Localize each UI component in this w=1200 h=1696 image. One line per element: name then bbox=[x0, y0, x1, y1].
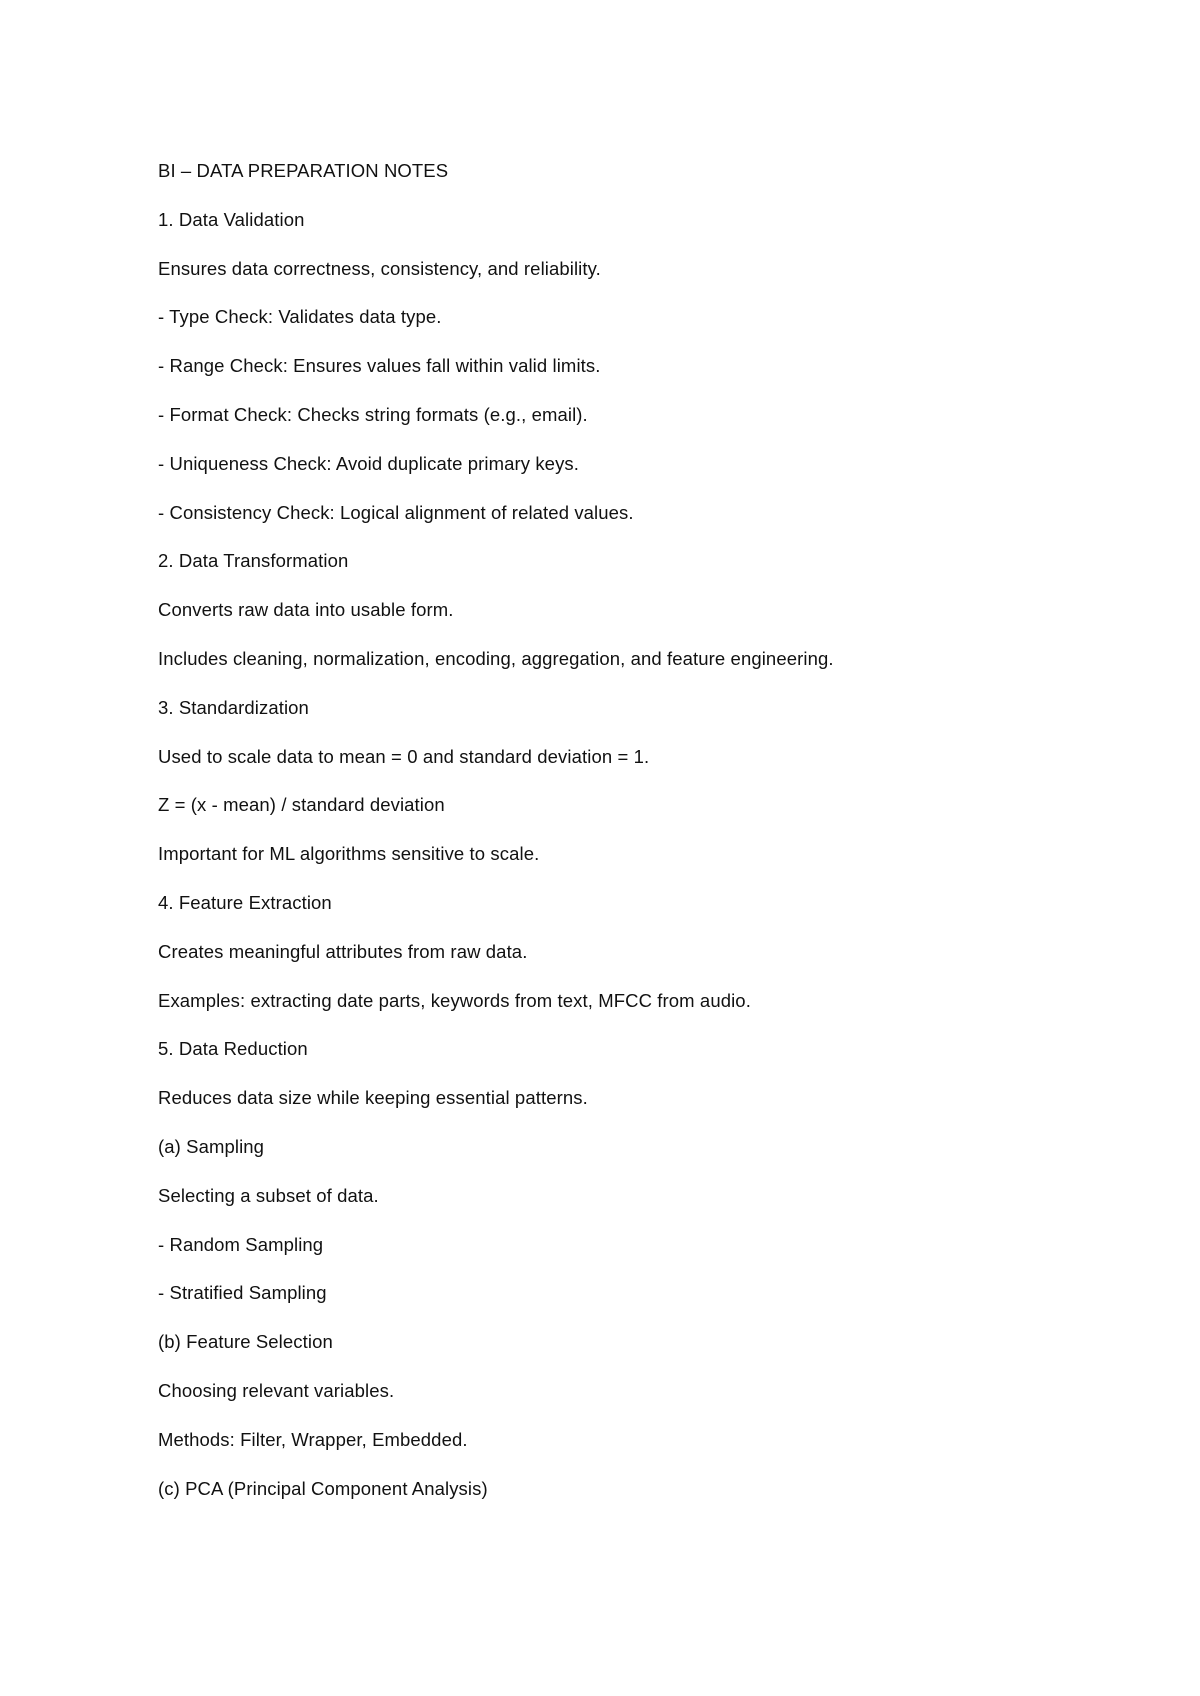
document-title: BI – DATA PREPARATION NOTES bbox=[158, 160, 449, 181]
text-line: Converts raw data into usable form. bbox=[158, 599, 454, 621]
section-heading-standardization: 3. Standardization bbox=[158, 696, 309, 718]
text-line: Used to scale data to mean = 0 and standard deviation = 1. bbox=[158, 745, 650, 767]
bullet-line: - Uniqueness Check: Avoid duplicate primary keys. bbox=[158, 452, 580, 474]
text-line: Methods: Filter, Wrapper, Embedded. bbox=[158, 1428, 468, 1450]
text-line: Ensures data correctness, consistency, and reliability. bbox=[158, 257, 601, 279]
text-line: Includes cleaning, normalization, encoding, aggregation, and feature engineering. bbox=[158, 647, 834, 669]
bullet-line: - Consistency Check: Logical alignment of related values. bbox=[158, 501, 634, 523]
section-heading-data-transformation: 2. Data Transformation bbox=[158, 550, 349, 572]
text-line: Important for ML algorithms sensitive to scale. bbox=[158, 843, 540, 865]
document-body bbox=[158, 157, 834, 1523]
section-heading-data-reduction: 5. Data Reduction bbox=[158, 1038, 308, 1060]
bullet-line: - Format Check: Checks string formats (e.g., email). bbox=[158, 403, 588, 425]
bullet-line: - Range Check: Ensures values fall within valid limits. bbox=[158, 355, 601, 377]
subsection-heading-feature-selection: (b) Feature Selection bbox=[158, 1331, 333, 1353]
bullet-line: - Random Sampling bbox=[158, 1233, 324, 1255]
bullet-line: - Stratified Sampling bbox=[158, 1282, 327, 1304]
section-heading-data-validation: 1. Data Validation bbox=[158, 208, 305, 230]
formula-line: Z = (x - mean) / standard deviation bbox=[158, 794, 445, 816]
text-line: Selecting a subset of data. bbox=[158, 1184, 379, 1206]
text-line: Choosing relevant variables. bbox=[158, 1379, 395, 1401]
subsection-heading-sampling: (a) Sampling bbox=[158, 1135, 265, 1157]
bullet-line: - Type Check: Validates data type. bbox=[158, 306, 442, 328]
text-line: Examples: extracting date parts, keywords from text, MFCC from audio. bbox=[158, 989, 751, 1011]
text-line: Reduces data size while keeping essential patterns. bbox=[158, 1087, 588, 1109]
subsection-heading-pca: (c) PCA (Principal Component Analysis) bbox=[158, 1477, 488, 1499]
text-line: Creates meaningful attributes from raw data. bbox=[158, 940, 528, 962]
section-heading-feature-extraction: 4. Feature Extraction bbox=[158, 891, 332, 913]
